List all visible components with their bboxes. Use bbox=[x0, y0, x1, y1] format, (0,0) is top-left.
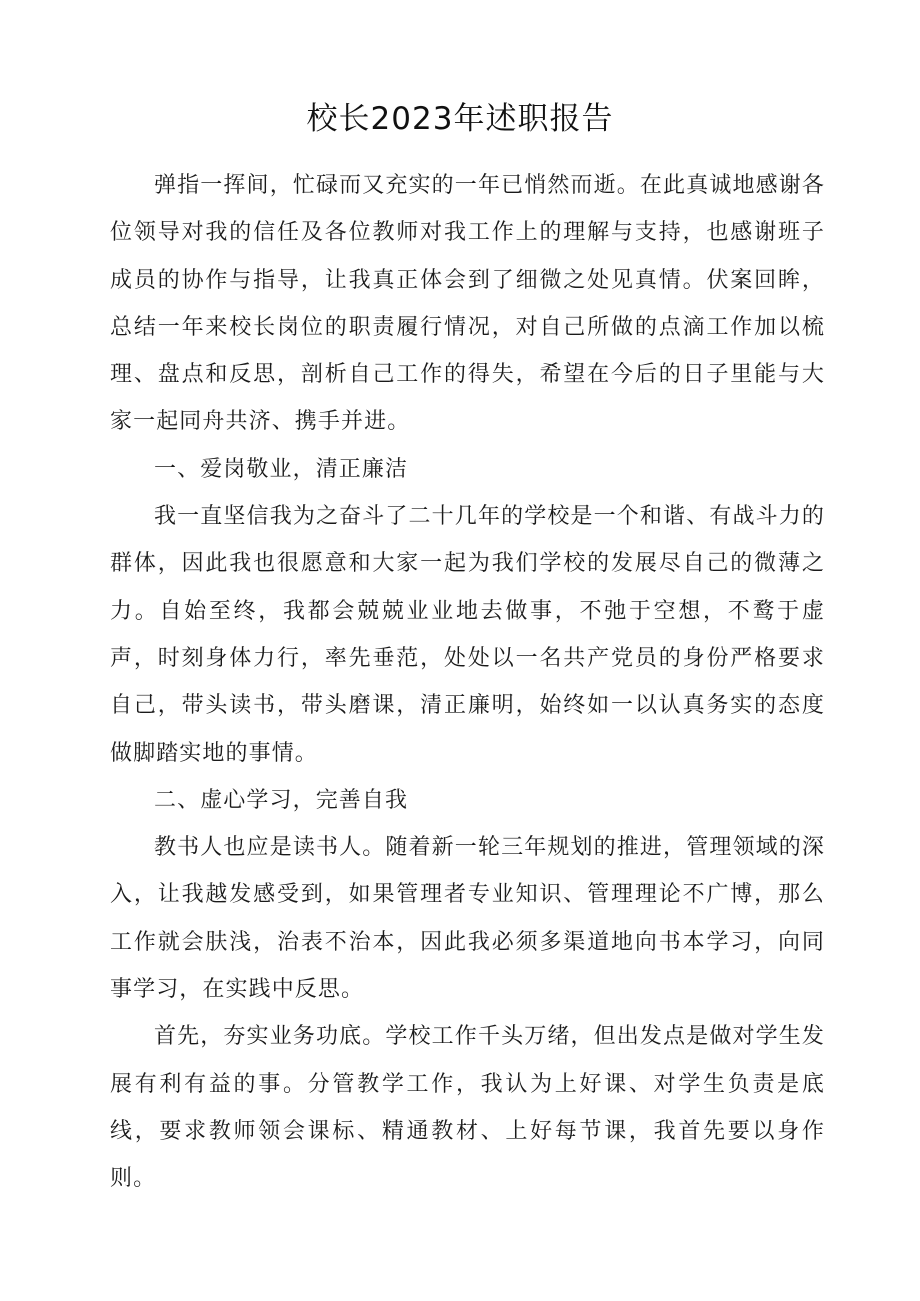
paragraph-section-1: 我一直坚信我为之奋斗了二十几年的学校是一个和谐、有战斗力的群体，因此我也很愿意和大家一起为我们学校的发展尽自己的微薄之力。自始至终，我都会兢兢业业地去做事，不弛于空想，不鹜于虚声，时刻身体力行，率先垂范，处处以一名共产党员的身份严格要求自己，带头读书，带头磨课，清正廉明，始终如一以认真务实的态度做脚踏实地的事情。 bbox=[110, 504, 825, 766]
document-body bbox=[110, 162, 825, 1203]
document-title: 校长2023年述职报告 bbox=[306, 101, 614, 137]
section-heading-1: 一、爱岗敬业，清正廉洁 bbox=[154, 456, 409, 482]
paragraph-first-point: 首先，夯实业务功底。学校工作千头万绪，但出发点是做对学生发展有利有益的事。分管教学工作，我认为上好课、对学生负责是底线，要求教师领会课标、精通教材、上好每节课，我首先要以身作则。 bbox=[110, 1024, 825, 1192]
paragraph-section-2: 教书人也应是读书人。随着新一轮三年规划的推进，管理领域的深入，让我越发感受到，如果管理者专业知识、管理理论不广博，那么工作就会肤浅，治表不治本，因此我必须多渠道地向书本学习，向同事学习，在实践中反思。 bbox=[110, 835, 825, 1003]
section-heading-2: 二、虚心学习，完善自我 bbox=[154, 787, 409, 813]
paragraph-intro: 弹指一挥间，忙碌而又充实的一年已悄然而逝。在此真诚地感谢各位领导对我的信任及各位教师对我工作上的理解与支持，也感谢班子成员的协作与指导，让我真正体会到了细微之处见真情。伏案回眸，总结一年来校长岗位的职责履行情况，对自己所做的点滴工作加以梳理、盘点和反思，剖析自己工作的得失，希望在今后的日子里能与大家一起同舟共济、携手并进。 bbox=[110, 173, 825, 435]
